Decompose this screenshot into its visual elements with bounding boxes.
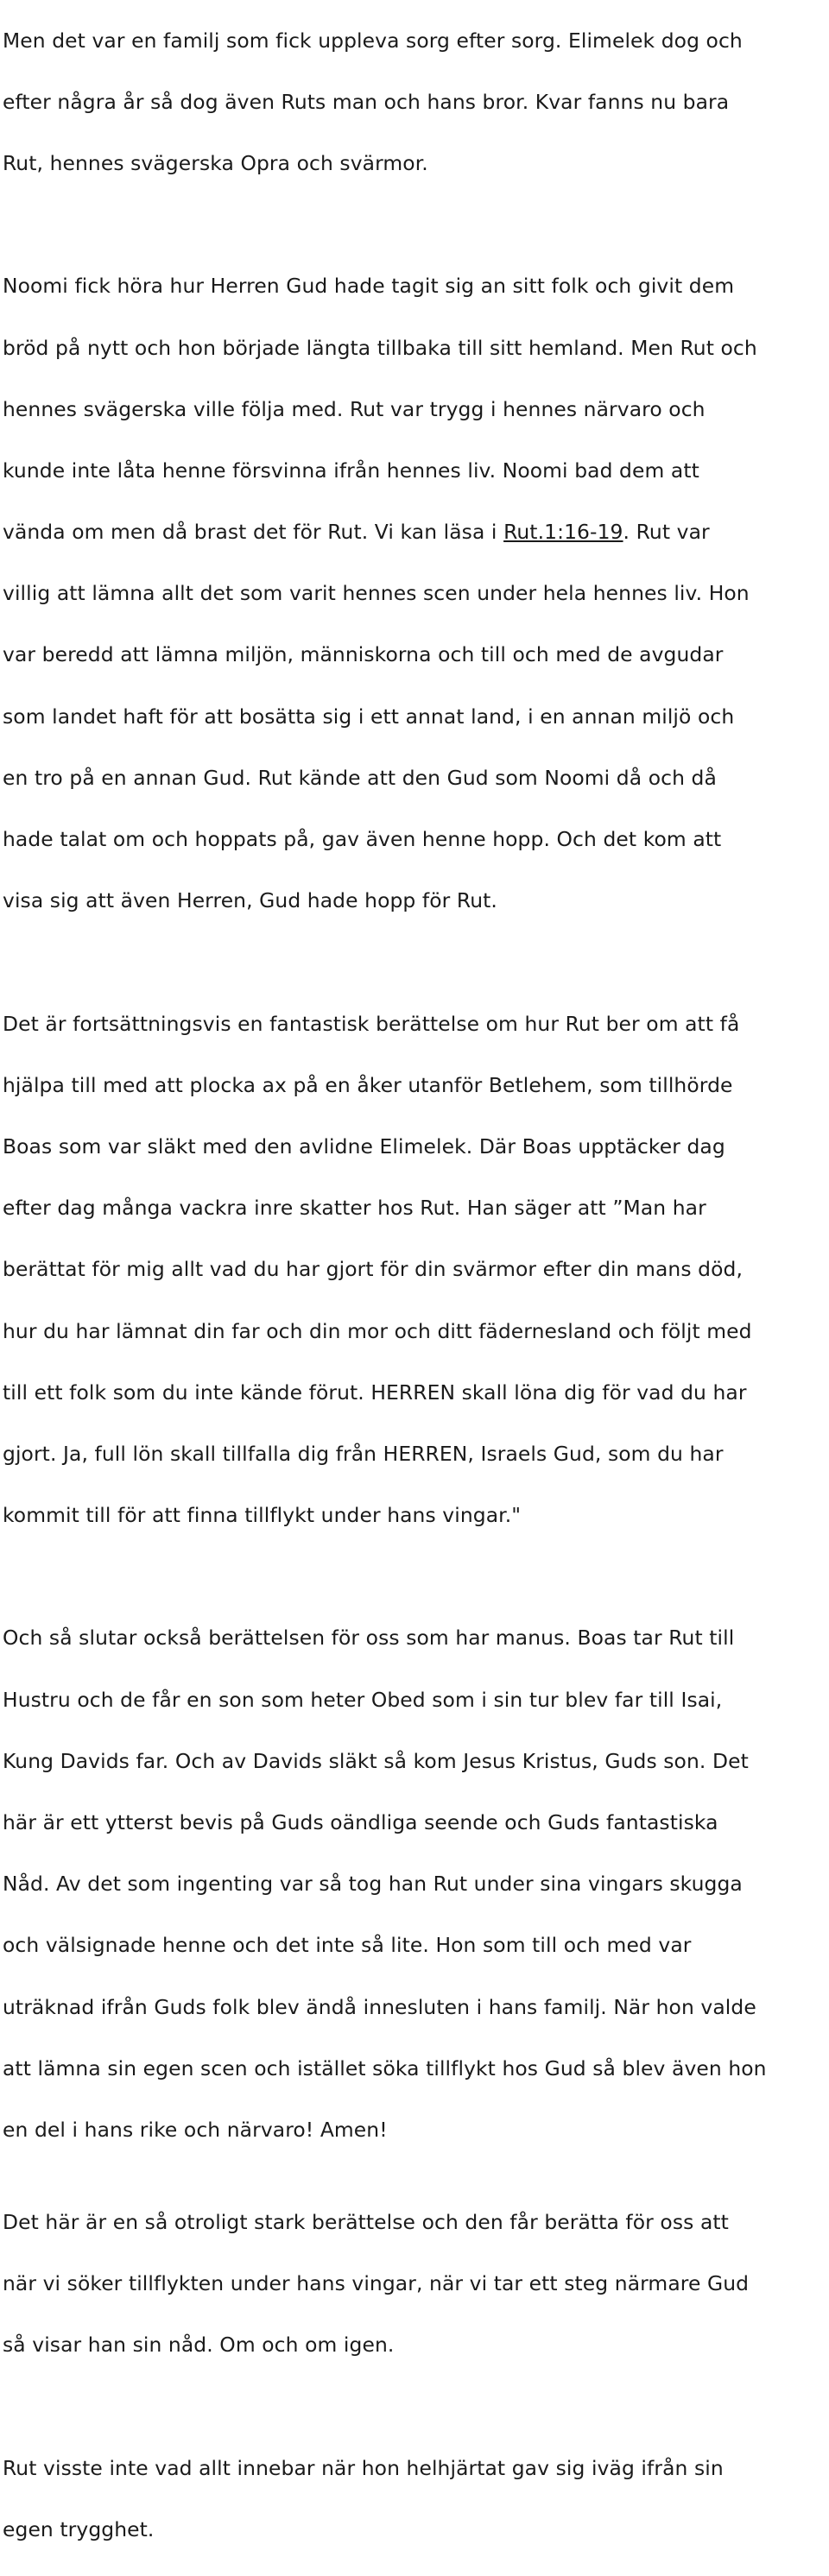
text-fragment: . Rut var xyxy=(623,520,710,545)
text-line: efter några år så dog även Ruts man och hans bror. Kvar fanns nu bara xyxy=(3,89,730,114)
text-line: Boas som var släkt med den avlidne Elimelek. Där Boas upptäcker dag xyxy=(3,1133,725,1159)
text-line: en del i hans rike och närvaro! Amen! xyxy=(3,2117,388,2142)
text-line: uträknad ifrån Guds folk blev ändå innesluten i hans familj. När hon valde xyxy=(3,1994,756,2019)
paragraph-1 xyxy=(3,0,829,210)
text-line: hade talat om och hoppats på, gav även henne hopp. Och det kom att xyxy=(3,827,722,852)
text-line: Rut, hennes svägerska Opra och svärmor. xyxy=(3,150,428,175)
text-line: visa sig att även Herren, Gud hade hopp för Rut. xyxy=(3,888,497,913)
text-line-with-reference xyxy=(3,517,829,548)
text-line: hennes svägerska ville följa med. Rut var trygg i hennes närvaro och xyxy=(3,396,706,421)
text-line: hur du har lämnat din far och din mor och ditt fädernesland och följt med xyxy=(3,1318,752,1343)
text-line: att lämna sin egen scen och istället söka tillflykt hos Gud så blev även hon xyxy=(3,2055,767,2080)
paragraph-5 xyxy=(3,2176,829,2391)
text-line: som landet haft för att bosätta sig i ett annat land, i en annan miljö och xyxy=(3,704,735,729)
text-line: en tro på en annan Gud. Rut kände att den Gud som Noomi då och då xyxy=(3,765,717,790)
text-line: egen trygghet. xyxy=(3,2516,155,2541)
paragraph-6 xyxy=(3,2422,829,2576)
text-line: villig att lämna allt det som varit hennes scen under hela hennes liv. Hon xyxy=(3,581,750,606)
text-line: Kung Davids far. Och av Davids släkt så kom Jesus Kristus, Guds son. Det xyxy=(3,1748,749,1773)
text-line: Men det var en familj som fick uppleva sorg efter sorg. Elimelek dog och xyxy=(3,28,743,53)
text-line: Rut visste inte vad allt innebar när hon helhjärtat gav sig iväg ifrån sin xyxy=(3,2455,724,2480)
text-fragment: vända om men då brast det för Rut. Vi kan läsa i xyxy=(3,520,504,545)
text-line: gjort. Ja, full lön skall tillfalla dig från HERREN, Israels Gud, som du har xyxy=(3,1441,724,1466)
text-line: efter dag många vackra inre skatter hos Rut. Han säger att ”Man har xyxy=(3,1196,706,1221)
paragraph-3 xyxy=(3,978,829,1562)
text-line: Hustru och de får en son som heter Obed som i sin tur blev far till Isai, xyxy=(3,1687,723,1712)
text-line: kunde inte låta henne försvinna ifrån hennes liv. Noomi bad dem att xyxy=(3,458,699,483)
text-line: så visar han sin nåd. Om och om igen. xyxy=(3,2333,395,2358)
text-line: kommit till för att finna tillflykt under hans vingar." xyxy=(3,1503,522,1528)
document-page xyxy=(3,0,829,2576)
text-line: berättat för mig allt vad du har gjort för din svärmor efter din mans död, xyxy=(3,1257,743,1282)
paragraph-2 xyxy=(3,241,829,948)
text-line: Noomi fick höra hur Herren Gud hade tagit sig an sitt folk och givit dem xyxy=(3,274,735,299)
text-line: Och så slutar också berättelsen för oss som har manus. Boas tar Rut till xyxy=(3,1626,735,1651)
bible-reference-link[interactable]: Rut.1:16-19 xyxy=(503,520,623,545)
text-line: bröd på nytt och hon började längta tillbaka till sitt hemland. Men Rut och xyxy=(3,335,757,360)
text-line: hjälpa till med att plocka ax på en åker utanför Betlehem, som tillhörde xyxy=(3,1072,733,1097)
text-line: när vi söker tillflykten under hans vingar, när vi tar ett steg närmare Gud xyxy=(3,2270,750,2295)
text-line: här är ett ytterst bevis på Guds oändliga seende och Guds fantastiska xyxy=(3,1810,718,1835)
text-line: Det här är en så otroligt stark berättelse och den får berätta för oss att xyxy=(3,2209,729,2234)
text-line: till ett folk som du inte kände förut. HERREN skall löna dig för vad du har xyxy=(3,1380,747,1405)
text-line: var beredd att lämna miljön, människorna och till och med de avgudar xyxy=(3,642,724,667)
text-line: Nåd. Av det som ingenting var så tog han Rut under sina vingars skugga xyxy=(3,1872,743,1897)
paragraph-4 xyxy=(3,1593,829,2176)
text-line: och välsignade henne och det inte så lite. Hon som till och med var xyxy=(3,1933,692,1958)
text-line: Det är fortsättningsvis en fantastisk berättelse om hur Rut ber om att få xyxy=(3,1011,740,1036)
